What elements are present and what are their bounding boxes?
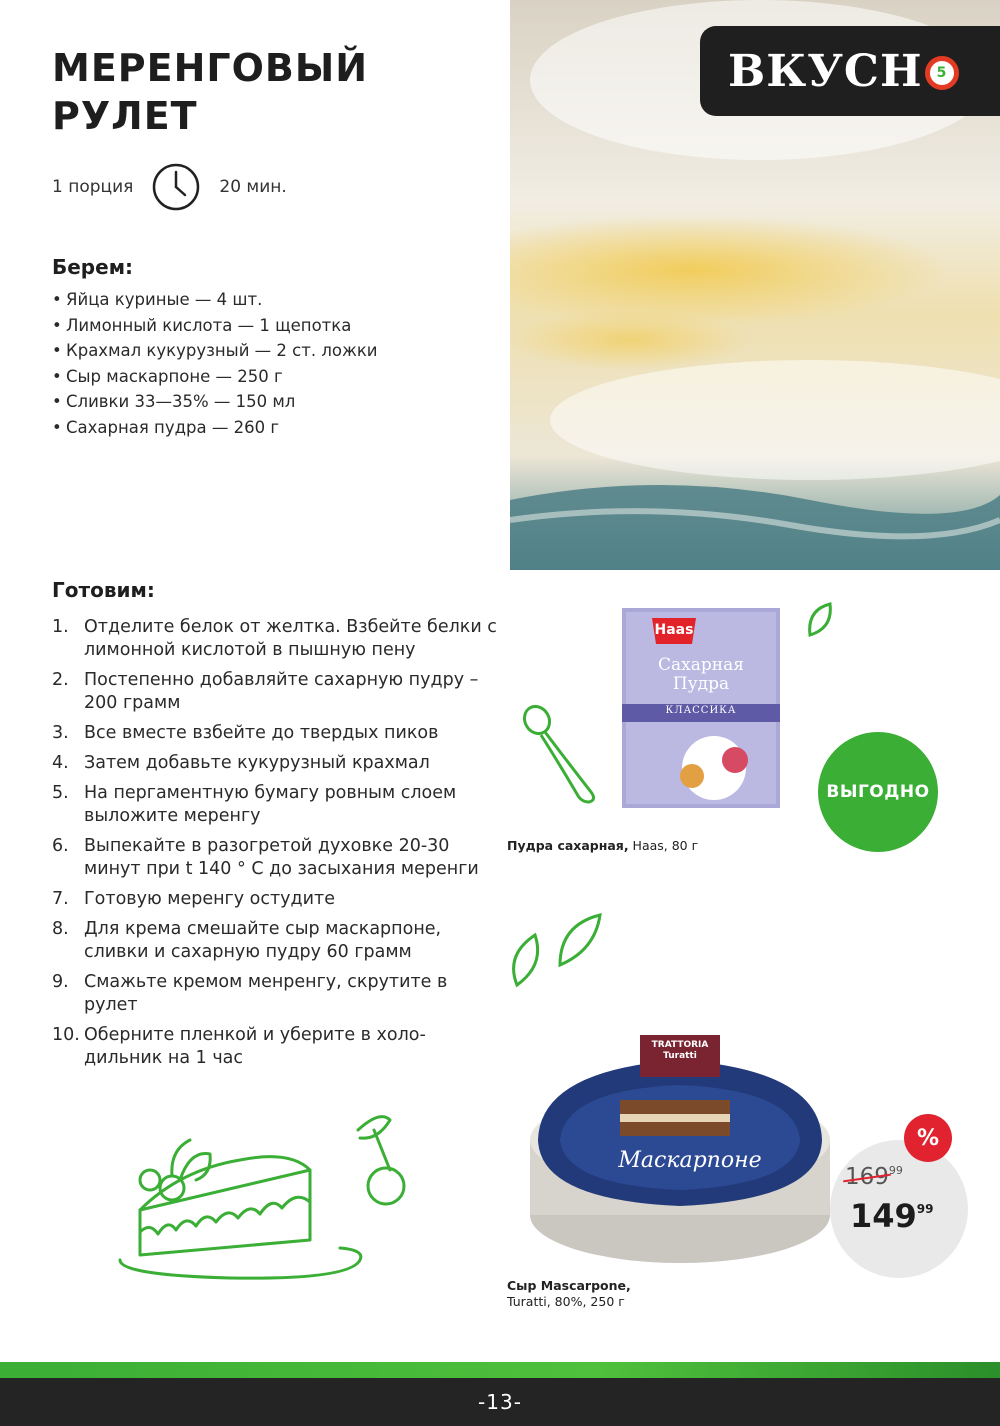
leaves-icon: [505, 905, 625, 995]
product1-name: Пудра сахарная,: [507, 838, 629, 853]
steps-heading: Готовим:: [52, 578, 155, 602]
product2-details: Turatti, 80%, 250 г: [507, 1294, 625, 1309]
spoon-icon: [515, 700, 605, 810]
step-item: [52, 782, 497, 828]
brand-text: ВКУСН: [728, 45, 923, 97]
step-item: [52, 971, 497, 1017]
five-logo-icon: [925, 56, 959, 90]
recipe-title-line2: РУЛЕТ: [52, 94, 198, 138]
product1-caption: [507, 838, 698, 854]
pack-brand-text: Haas: [654, 622, 694, 638]
step-text: На пергаментную бумагу ровным слоем выложите меренгу: [84, 783, 457, 826]
step-text: Выпекайте в разогретой духовке 20-30 минут при t 140 ° C до засыхания меренги: [84, 836, 479, 879]
servings-text: 1 порция: [52, 177, 134, 197]
discount-badge: %: [904, 1114, 952, 1162]
step-number: 10.: [52, 1025, 80, 1045]
tub-brand-label: [640, 1040, 720, 1062]
profitable-badge: ВЫГОДНО: [818, 732, 938, 852]
step-item: [52, 1024, 497, 1070]
step-number: 8.: [52, 919, 69, 939]
product2-name: Сыр Mascarpone,: [507, 1278, 631, 1293]
step-number: 9.: [52, 972, 69, 992]
step-number: 2.: [52, 670, 69, 690]
step-text: Отделите белок от желтка. Взбейте белки с лимонной кислотой в пышную пену: [84, 617, 497, 660]
pack-title: [622, 656, 780, 694]
ingredients-list: [52, 287, 378, 441]
step-item: [52, 616, 497, 662]
step-number: 4.: [52, 753, 69, 773]
old-price: [845, 1164, 903, 1190]
new-price: [850, 1197, 934, 1235]
step-item: [52, 888, 497, 911]
step-text: Оберните пленкой и уберите в холо-дильник на 1 час: [84, 1025, 426, 1068]
step-number: 1.: [52, 617, 69, 637]
tub-brand-line2: Turatti: [663, 1051, 697, 1061]
step-item: [52, 752, 497, 775]
step-text: Для крема смешайте сыр маскарпоне, сливки и сахарную пудру 60 грамм: [84, 919, 442, 962]
recipe-meta: [52, 162, 287, 212]
step-number: 3.: [52, 723, 69, 743]
step-item: [52, 835, 497, 881]
cake-illustration-icon: [110, 1110, 430, 1290]
tub-product-label: Маскарпоне: [618, 1148, 762, 1173]
step-number: 6.: [52, 836, 69, 856]
recipe-title: [52, 44, 368, 140]
clock-icon: [151, 162, 201, 212]
step-text: Смажьте кремом менренгу, скрутите в рулет: [84, 972, 448, 1015]
pack-title-line1: Сахарная: [658, 655, 744, 675]
step-text: Все вместе взбейте до твердых пиков: [84, 723, 439, 743]
cook-time-text: 20 мин.: [219, 177, 287, 197]
pack-title-line2: Пудра: [672, 674, 730, 694]
product2-caption: [507, 1278, 631, 1310]
step-text: Затем добавьте кукурузный крахмал: [84, 753, 430, 773]
step-item: [52, 669, 497, 715]
new-price-kop: 99: [916, 1202, 934, 1216]
step-text: Постепенно добавляйте сахарную пудру – 200 грамм: [84, 670, 479, 713]
recipe-title-line1: МЕРЕНГОВЫЙ: [52, 46, 369, 90]
old-price-kop: 99: [888, 1164, 903, 1177]
page-number: -13-: [0, 1378, 1000, 1426]
ingredient-item: • Яйца куриные — 4 шт.: [52, 287, 378, 313]
step-number: 5.: [52, 783, 69, 803]
logo-digit: 5: [936, 65, 947, 81]
brand-logo: [700, 26, 1000, 116]
ingredient-item: • Крахмал кукурузный — 2 ст. ложки: [52, 338, 378, 364]
ingredient-item: • Сливки 33—35% — 150 мл: [52, 389, 378, 415]
ingredient-item: • Сыр маскарпоне — 250 г: [52, 364, 378, 390]
leaf-icon: [805, 600, 835, 640]
pack-variant-text: КЛАССИКА: [665, 705, 737, 716]
step-item: [52, 722, 497, 745]
bottom-accent-bar: [0, 1362, 1000, 1378]
tub-brand-line1: TRATTORIA: [651, 1040, 709, 1050]
product1-details: Haas, 80 г: [628, 838, 699, 853]
step-text: Готовую меренгу остудите: [84, 889, 335, 909]
new-price-rub: 149: [850, 1197, 917, 1235]
old-price-rub: 169: [845, 1164, 889, 1190]
steps-list: [52, 616, 497, 1077]
step-number: 7.: [52, 889, 69, 909]
ingredients-heading: Берем:: [52, 255, 134, 279]
ingredient-item: • Лимонный кислота — 1 щепотка: [52, 313, 378, 339]
ingredient-item: • Сахарная пудра — 260 г: [52, 415, 378, 441]
step-item: [52, 918, 497, 964]
